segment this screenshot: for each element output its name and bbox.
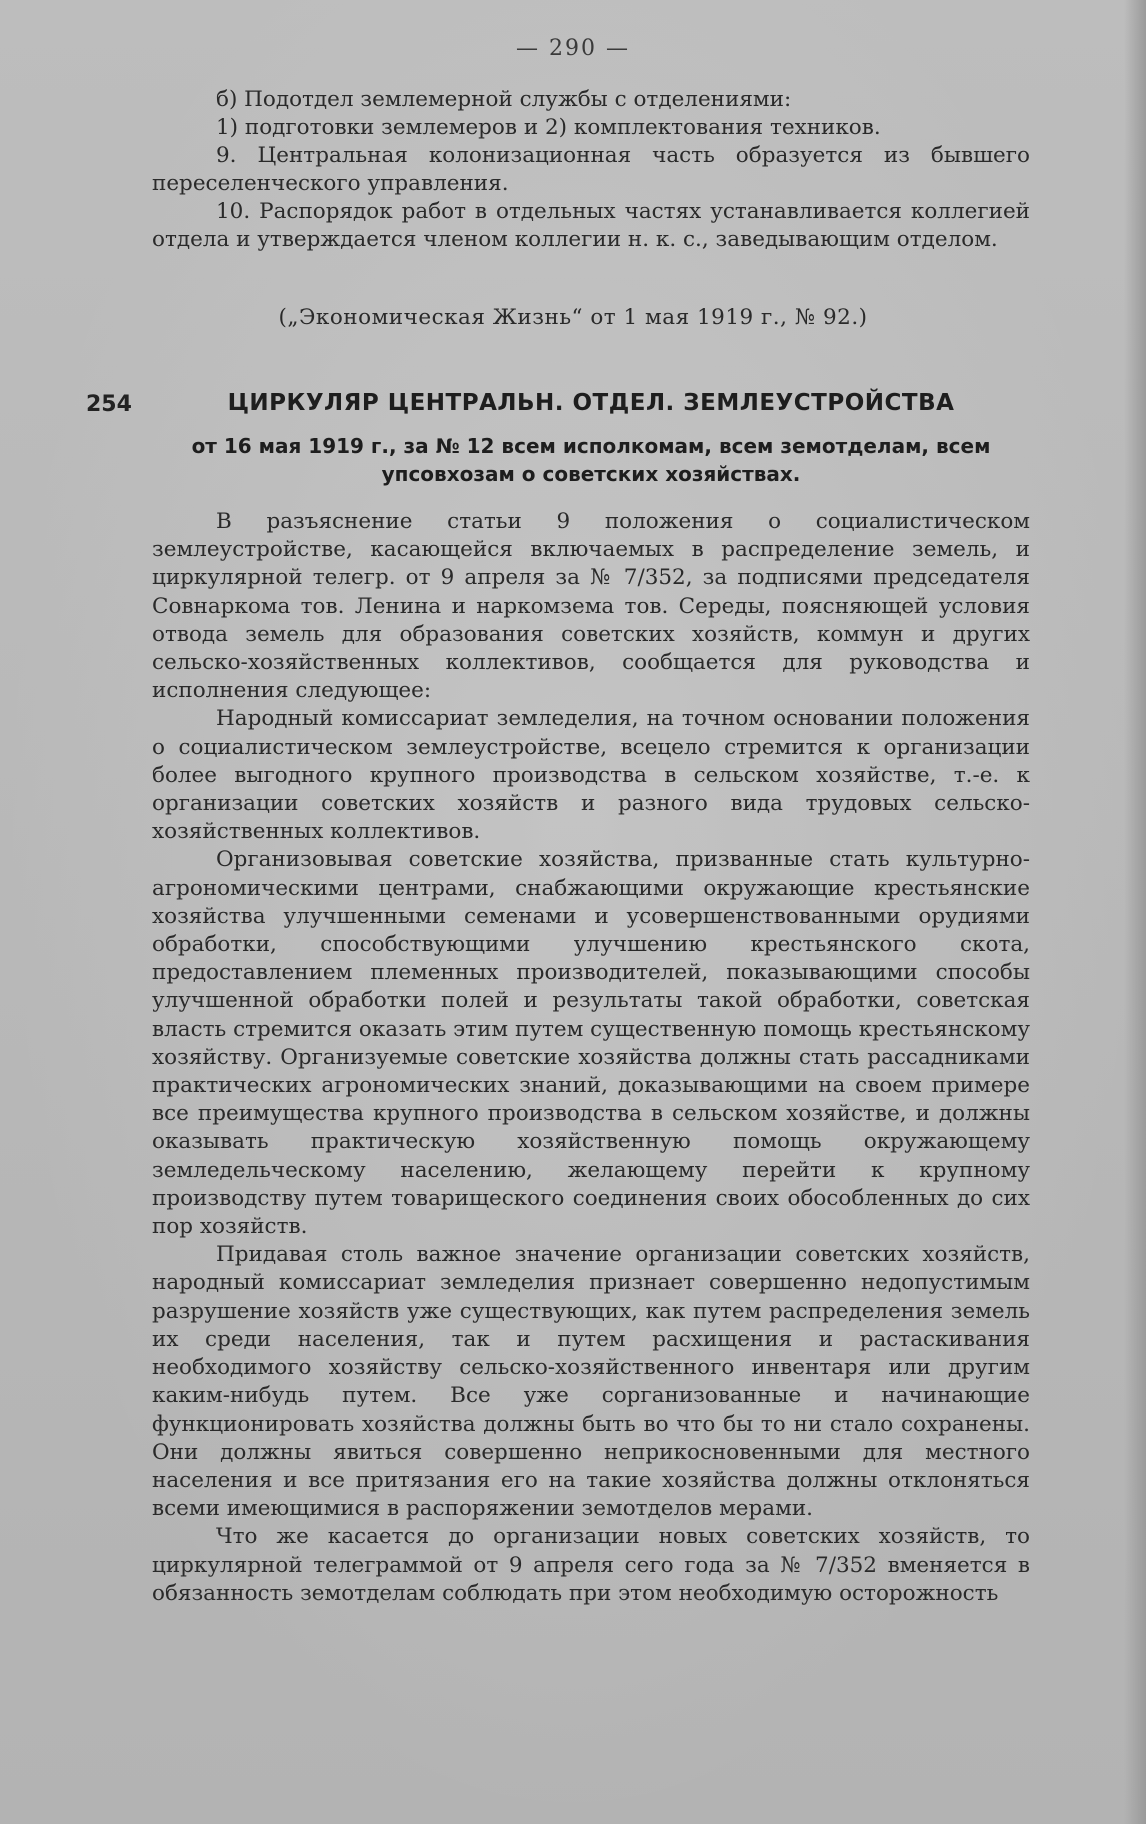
source-citation: („Экономическая Жизнь“ от 1 мая 1919 г., № 92.) bbox=[278, 305, 868, 330]
document-subtitle: от 16 мая 1919 г., за № 12 всем исполкомам, всем земотделам, всем упсовхозам о советских хозяйствах. bbox=[191, 434, 991, 486]
body-paragraph: Придавая столь важное значение организации советских хозяйств, народный комиссариат земледелия признает совершенно недопустимым разрушение хозяйств уже существующих, как путем распределения земель их среди населения, так и путем расхищения и растаскивания необходимого хозяйству сельско-хозяйственного инвентаря или другим каким-нибудь путем. Все уже сорганизованные и начинающие функционировать хозяйства должны быть во что бы то ни стало сохранены. Они должны явиться совершенно неприкосновенными для местного населения и все притязания его на такие хозяйства должны отклоняться всеми имеющимися в распоряжении земотделов мерами. bbox=[152, 1242, 1030, 1522]
document-number: 254 bbox=[86, 392, 132, 417]
subdivision-line-1: 1) подготовки землемеров и 2) комплектования техников. bbox=[216, 115, 881, 140]
paragraph-9: 9. Центральная колонизационная часть образуется из бывшего переселенческого управления. bbox=[152, 143, 1030, 196]
body-paragraph: Народный комиссариат земледелия, на точном основании положения о социалистическом землеустройстве, всецело стремится к организации более выгодного крупного производства в сельском хозяйстве, т.-е. к организации советских хозяйств и разного вида трудовых сельско-хозяйственных коллективов. bbox=[152, 706, 1030, 845]
document-body bbox=[152, 508, 1030, 1608]
page-number: — 290 — bbox=[516, 36, 630, 61]
page-edge-shadow bbox=[1124, 0, 1146, 1824]
body-paragraph: Организовывая советские хозяйства, призванные стать культурно-агрономическими центрами, снабжающими окружающие крестьянские хозяйства улучшенными семенами и усовершенствованными орудиями обработки, способствующими улучшению крестьянского скота, предоставлением племенных производителей, показывающими способы улучшенной обработки полей и результаты такой обработки, советская власть стремится оказать этим путем существенную помощь крестьянскому хозяйству. Организуемые советские хозяйства должны стать рассадниками практических агрономических знаний, доказывающими на своем примере все преимущества крупного производства в сельском хозяйстве, и должны оказывать практическую хозяйственную помощь окружающему земледельческому населению, желающему перейти к крупному производству путем товарищеского соединения своих обособленных до сих пор хозяйств. bbox=[152, 847, 1030, 1240]
subdivision-line-b: б) Подотдел землемерной службы с отделениями: bbox=[216, 87, 792, 112]
body-paragraph: В разъяснение статьи 9 положения о социалистическом землеустройстве, касающейся включаемых в распределение земель, и циркулярной телегр. от 9 апреля за № 7/352, за подписями председателя Совнаркома тов. Ленина и наркомзема тов. Середы, поясняющей условия отвода земель для образования советских хозяйств, коммун и других сельско-хозяйственных коллективов, сообщается для руководства и исполнения следующее: bbox=[152, 509, 1030, 704]
body-paragraph: Что же касается до организации новых советских хозяйств, то циркулярной телеграммой от 9 апреля сего года за № 7/352 вменяется в обязанность земотделам соблюдать при этом необходимую осторожность bbox=[152, 1524, 1030, 1606]
document-heading: ЦИРКУЛЯР ЦЕНТРАЛЬН. ОТДЕЛ. ЗЕМЛЕУСТРОЙСТВА bbox=[227, 390, 955, 416]
paragraph-10: 10. Распорядок работ в отдельных частях устанавливается коллегией отдела и утверждается членом коллегии н. к. с., заведывающим отделом. bbox=[152, 199, 1030, 252]
